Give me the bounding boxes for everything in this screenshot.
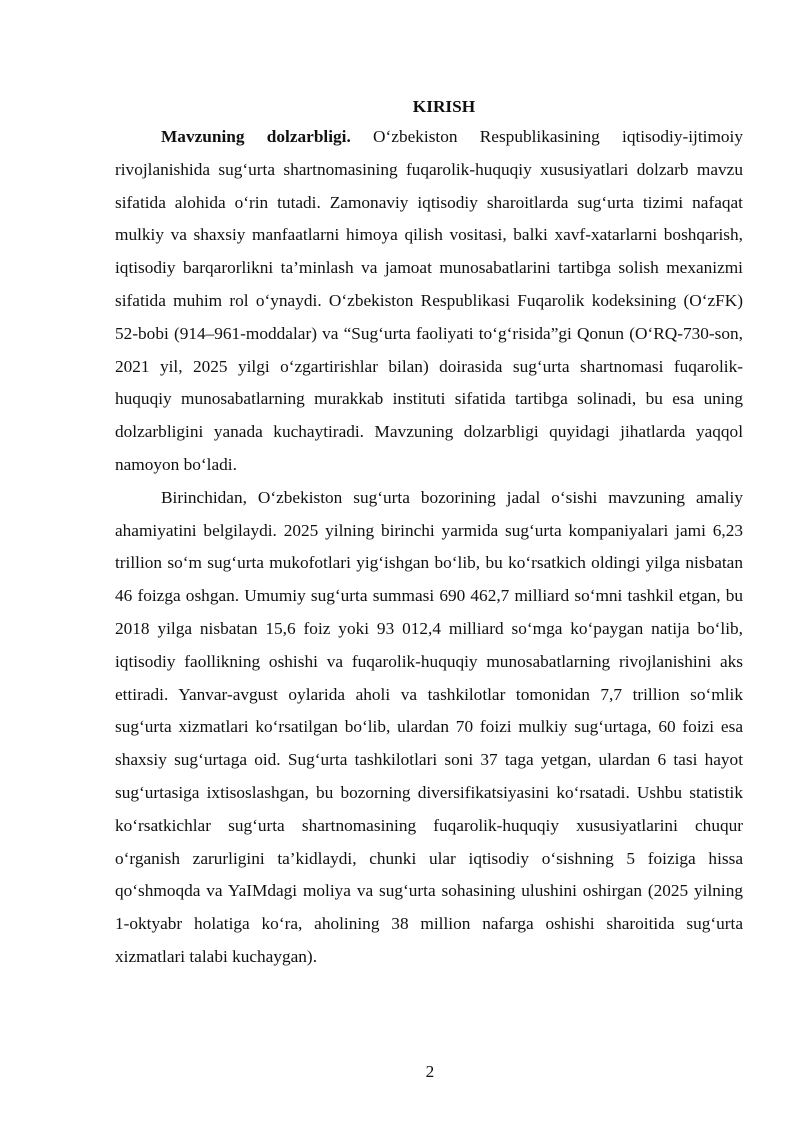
page-number: 2: [425, 1062, 435, 1081]
paragraph-market-growth: [115, 482, 743, 974]
document-body: [115, 93, 743, 974]
paragraph-lead-heading: Mavzuning dolzarbligi.: [161, 127, 351, 146]
paragraph-relevance: [115, 121, 743, 482]
paragraph-text: Birinchidan, O‘zbekiston sug‘urta bozorining jadal o‘sishi mavzuning amaliy ahamiyatini belgilaydi. 2025 yilning birinchi yarmida sug‘urta kompaniyalari jami 6,23 trillion so‘m sug‘urta mukofotlari yig‘ishgan bo‘lib, bu ko‘rsatkich oldingi yilga nisbatan 46 foizga oshgan. Umumiy sug‘urta summasi 690 462,7 milliard so‘mni tashkil etgan, bu 2018 yilga nisbatan 15,6 foiz yoki 93 012,4 milliard so‘mga ko‘paygan natija bo‘lib, iqtisodiy faollikning oshishi va fuqarolik-huquqiy munosabatlarning rivojlanishini aks ettiradi. Yanvar-avgust oylarida aholi va tashkilotlar tomonidan 7,7 trillion so‘mlik sug‘urta xizmatlari ko‘rsatilgan bo‘lib, ulardan 70 foizi mulkiy sug‘urtaga, 60 foizi esa shaxsiy sug‘urtaga oid. Sug‘urta tashkilotlari soni 37 taga yetgan, ulardan 6 tasi hayot sug‘urtasiga ixtisoslashgan, bu bozorning diversifikatsiyasini ko‘rsatadi. Ushbu statistik ko‘rsatkichlar sug‘urta shartnomasining fuqarolik-huquqiy xususiyatlarini chuqur o‘rganish zarurligini ta’kidlaydi, chunki ular iqtisodiy o‘sishning 5 foiziga hissa qo‘shmoqda va YaIMdagi moliya va sug‘urta sohasining ulushini oshirgan (2025 yilning 1-oktyabr holatiga ko‘ra, aholining 38 million nafarga oshishi sharoitida sug‘urta xizmatlari talabi kuchaygan).: [115, 487, 743, 966]
section-title: KIRISH: [412, 97, 476, 116]
paragraph-text: O‘zbekiston Respublikasining iqtisodiy-ijtimoiy rivojlanishida sug‘urta shartnomasining fuqarolik-huquqiy xususiyatlari dolzarb mavzu sifatida alohida o‘rin tutadi. Zamonaviy iqtisodiy sharoitlarda sug‘urta tizimi nafaqat mulkiy va shaxsiy manfaatlarni himoya qilish vositasi, balki xavf-xatarlarni boshqarish, iqtisodiy barqarorlikni ta’minlash va jamoat munosabatlarini tartibga solish mexanizmi sifatida muhim rol o‘ynaydi. O‘zbekiston Respublikasi Fuqarolik kodeksining (O‘zFK) 52-bobi (914–961-moddalar) va “Sug‘urta faoliyati to‘g‘risida”gi Qonun (O‘RQ-730-son, 2021 yil, 2025 yilgi o‘zgartirishlar bilan) doirasida sug‘urta shartnomasi fuqarolik-huquqiy munosabatlarning murakkab instituti sifatida tartibga solinadi, bu esa uning dolzarbligini yanada kuchaytiradi. Mavzuning dolzarbligi quyidagi jihatlarda yaqqol namoyon bo‘ladi.: [115, 127, 743, 474]
